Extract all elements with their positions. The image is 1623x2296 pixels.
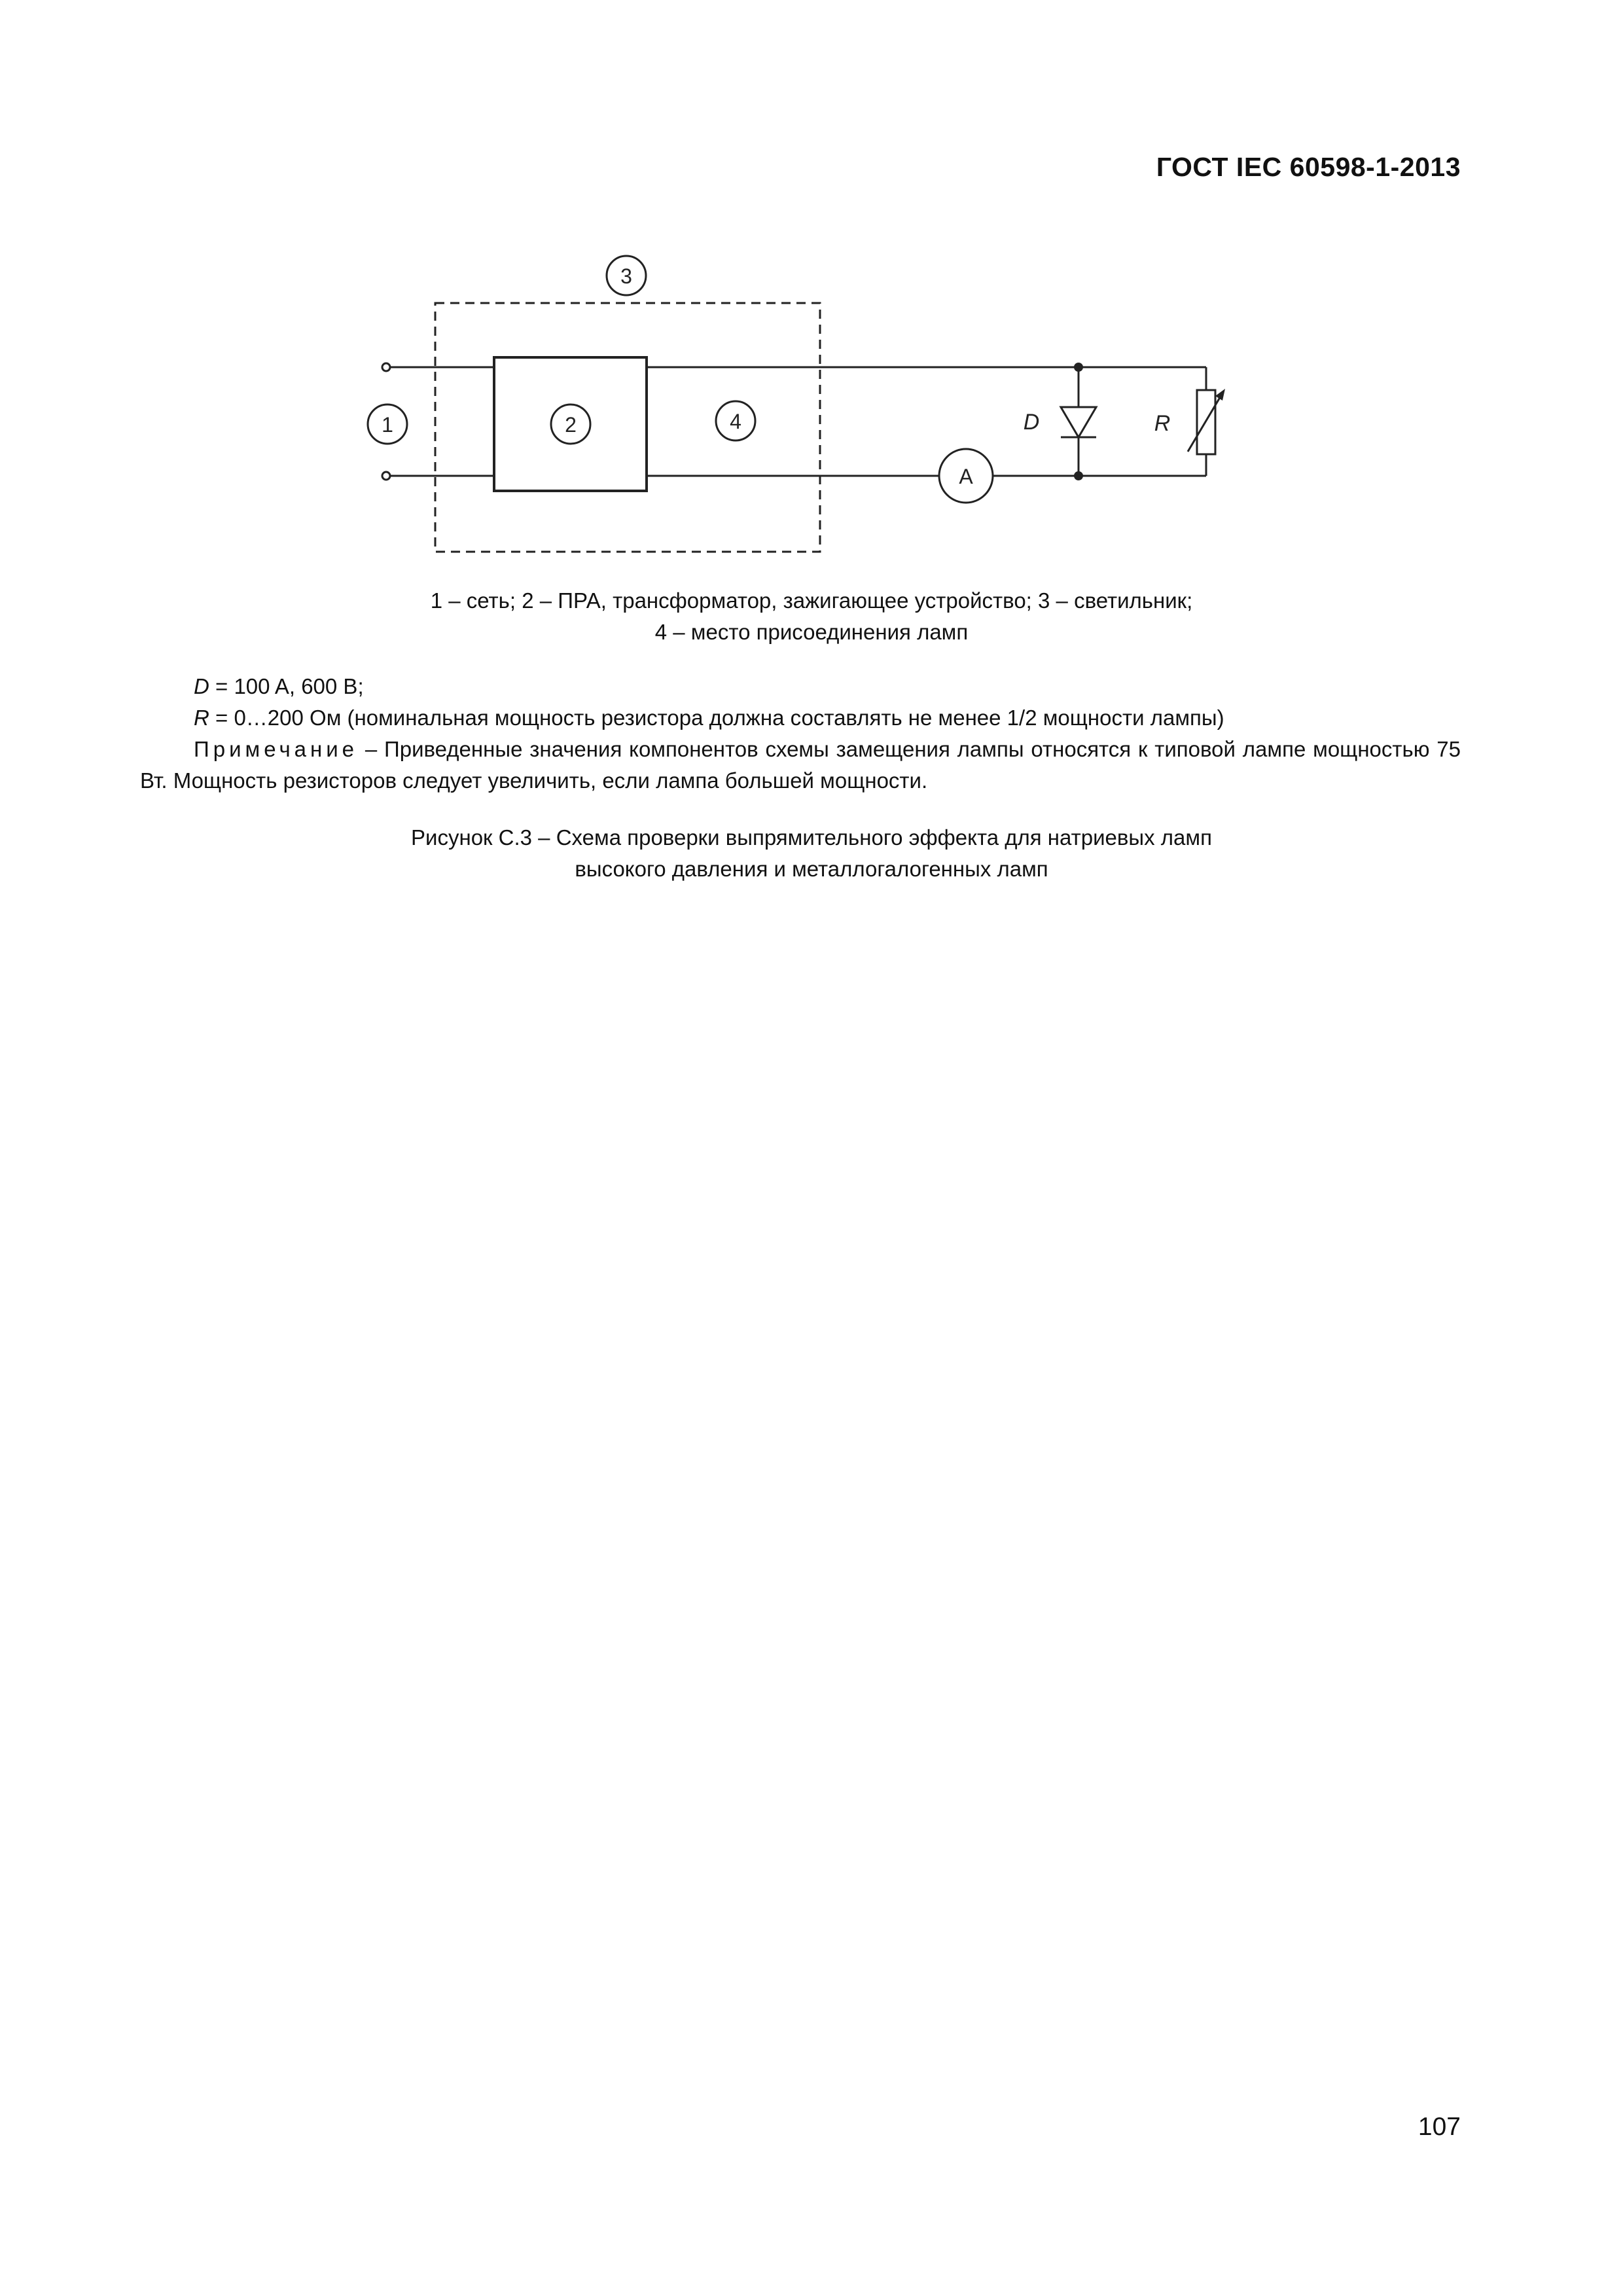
resistor-parameter — [194, 702, 1224, 734]
note-paragraph — [140, 734, 1461, 797]
junction-top — [1074, 363, 1083, 372]
diode-symbol: D — [194, 674, 209, 698]
diode-label: D — [1023, 410, 1040, 435]
marker-4-label: 4 — [730, 410, 741, 433]
document-header: ГОСТ IEC 60598-1-2013 — [1156, 152, 1461, 182]
page-number: 107 — [1418, 2113, 1461, 2141]
figure-legend — [0, 585, 1623, 648]
note-label: Примечание — [194, 737, 359, 761]
component-parameters — [194, 671, 1224, 734]
resistor-label: R — [1154, 411, 1171, 436]
figure-caption — [0, 822, 1623, 885]
resistor-arrow-head — [1215, 389, 1225, 401]
caption-line-2: высокого давления и металлогалогенных ламп — [575, 857, 1048, 881]
marker-1-label: 1 — [382, 413, 393, 437]
diode-triangle — [1061, 407, 1096, 437]
ammeter-label: A — [959, 465, 973, 488]
terminal-top — [382, 363, 390, 371]
marker-3-label: 3 — [620, 264, 632, 288]
legend-line-1: 1 – сеть; 2 – ПРА, трансформатор, зажигающее устройство; 3 – светильник; — [430, 588, 1193, 613]
junction-bottom — [1074, 471, 1083, 480]
circuit-diagram — [0, 0, 1623, 589]
note-text: – Приведенные значения компонентов схемы замещения лампы относятся к типовой лампе мощностью 75 Вт. Мощность резисторов следует увеличить, если лампа большей мощности. — [140, 737, 1461, 793]
resistor-symbol: R — [194, 706, 209, 730]
terminal-bottom — [382, 472, 390, 480]
diode-parameter — [194, 671, 1224, 702]
marker-2-label: 2 — [565, 413, 577, 437]
caption-line-1: Рисунок С.3 – Схема проверки выпрямительного эффекта для натриевых ламп — [411, 825, 1212, 850]
diode-value: = 100 A, 600 B; — [209, 674, 364, 698]
legend-line-2: 4 – место присоединения ламп — [654, 620, 969, 644]
resistor-value: = 0…200 Ом (номинальная мощность резистора должна составлять не менее 1/2 мощности лампы) — [209, 706, 1224, 730]
